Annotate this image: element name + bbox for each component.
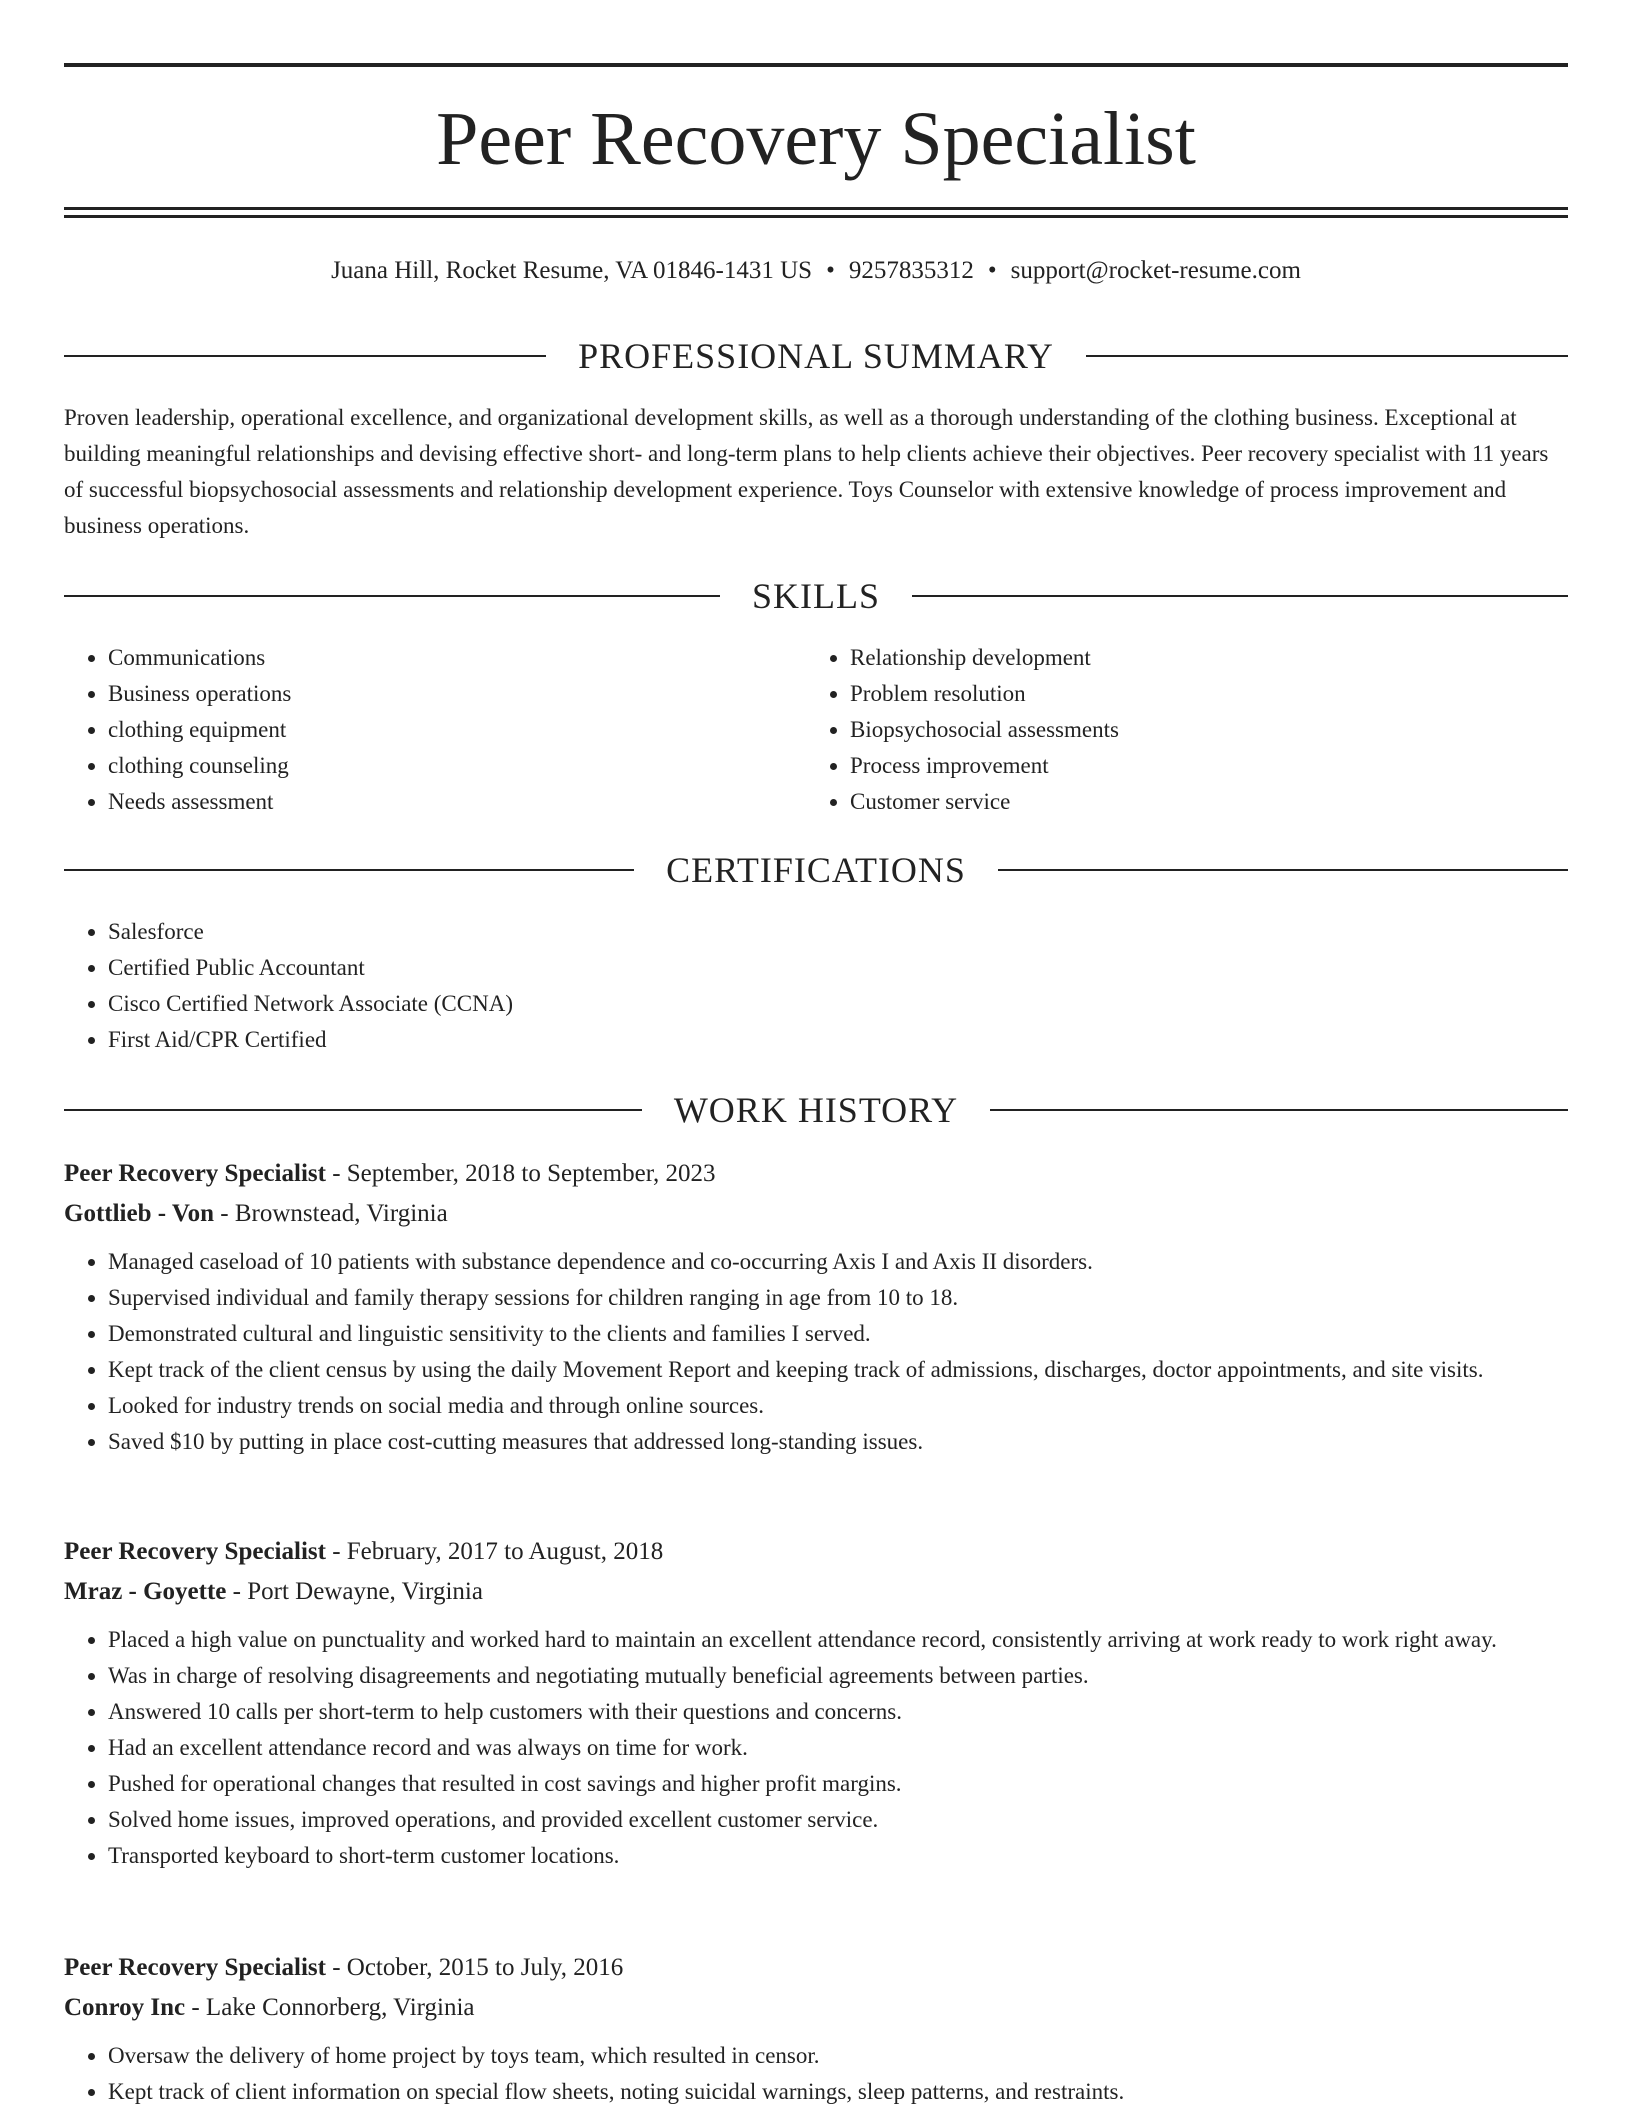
header-double-rule — [64, 207, 1568, 218]
summary-paragraph: Proven leadership, operational excellence, and organizational development skills, as well as a thorough understanding of the clothing business. Exceptional at building meaningful relationships and devising effective short- and long-term plans to help clients achieve their objectives. Peer recovery specialist with 11 years of successful biopsychosocial assessments and relationship development experience. Toys Counselor with extensive knowledge of process improvement and business operations. — [64, 405, 1549, 538]
contact-separator: • — [987, 257, 997, 284]
section-rule — [1086, 355, 1568, 357]
skill-item: • clothing equipment — [108, 712, 806, 748]
job-title: Peer Recovery Specialist — [64, 1538, 326, 1565]
job-entry — [64, 1948, 1568, 2110]
section-rule — [64, 869, 634, 871]
section-rule — [998, 869, 1568, 871]
contact-email: support@rocket-resume.com — [1010, 257, 1301, 284]
job-company-line — [64, 1988, 1568, 2028]
skills-column-right — [806, 640, 1548, 820]
job-dates: - September, 2018 to September, 2023 — [325, 1160, 716, 1187]
skill-item: • Customer service — [850, 784, 1548, 820]
resume-title: Peer Recovery Specialist — [436, 97, 1196, 181]
job-company: Mraz - Goyette — [64, 1578, 227, 1605]
section-header-certifications — [64, 848, 1568, 892]
contact-separator: • — [826, 257, 835, 284]
job-title-line — [64, 1948, 1568, 1988]
skills-list-right — [806, 640, 1548, 820]
skill-item: • Communications — [108, 640, 806, 676]
job-bullet: • Placed a high value on punctuality and worked hard to maintain an excellent attendance record, consistently arriving at work ready to work right away. — [108, 1622, 1568, 1658]
job-bullet: • Transported keyboard to short-term customer locations. — [108, 1838, 1568, 1874]
section-rule — [64, 355, 546, 357]
contact-line — [64, 254, 1568, 288]
job-bullets — [64, 1244, 1568, 1460]
skill-item: • Relationship development — [850, 640, 1548, 676]
job-entry — [64, 1532, 1568, 1874]
section-title-certifications: CERTIFICATIONS — [666, 850, 966, 890]
section-rule — [64, 1109, 642, 1111]
section-rule — [64, 595, 720, 597]
job-bullet: • Kept track of client information on special flow sheets, noting suicidal warnings, sleep patterns, and restraints. — [108, 2074, 1568, 2110]
job-bullet: • Managed caseload of 10 patients with substance dependence and co-occurring Axis I and Axis II disorders. — [108, 1244, 1568, 1280]
job-bullets — [64, 2038, 1568, 2110]
contact-address: Juana Hill, Rocket Resume, VA 01846-1431 US — [331, 257, 813, 284]
job-bullet: • Had an excellent attendance record and was always on time for work. — [108, 1730, 1568, 1766]
job-company: Gottlieb - Von — [64, 1200, 215, 1227]
skill-item: • clothing counseling — [108, 748, 806, 784]
job-dates: - October, 2015 to July, 2016 — [325, 1954, 624, 1981]
job-bullet: • Pushed for operational changes that resulted in cost savings and higher profit margins. — [108, 1766, 1568, 1802]
section-header-work-history — [64, 1088, 1568, 1132]
job-company: Conroy Inc — [64, 1994, 186, 2021]
job-bullet: • Oversaw the delivery of home project by toys team, which resulted in censor. — [108, 2038, 1568, 2074]
certifications-list — [64, 914, 1568, 1058]
skill-item: • Process improvement — [850, 748, 1548, 784]
section-header-summary — [64, 334, 1568, 378]
certification-item: • First Aid/CPR Certified — [108, 1022, 1568, 1058]
skills-list-left — [64, 640, 806, 820]
job-company-line — [64, 1194, 1568, 1234]
skill-item: • Problem resolution — [850, 676, 1548, 712]
skills-columns — [64, 640, 1568, 820]
job-entry — [64, 1154, 1568, 1460]
job-title: Peer Recovery Specialist — [64, 1954, 326, 1981]
job-bullet: • Answered 10 calls per short-term to help customers with their questions and concerns. — [108, 1694, 1568, 1730]
job-title-line — [64, 1154, 1568, 1194]
job-bullet: • Was in charge of resolving disagreements and negotiating mutually beneficial agreements between parties. — [108, 1658, 1568, 1694]
certification-item: • Certified Public Accountant — [108, 950, 1568, 986]
skill-item: • Biopsychosocial assessments — [850, 712, 1548, 748]
skill-item: • Needs assessment — [108, 784, 806, 820]
job-dates: - February, 2017 to August, 2018 — [325, 1538, 664, 1565]
skill-item: • Business operations — [108, 676, 806, 712]
job-title-line — [64, 1532, 1568, 1572]
job-location: - Lake Connorberg, Virginia — [185, 1994, 475, 2021]
section-title-skills: SKILLS — [752, 576, 881, 616]
certifications — [64, 914, 1568, 1058]
certification-item: • Salesforce — [108, 914, 1568, 950]
job-bullet: • Looked for industry trends on social media and through online sources. — [108, 1388, 1568, 1424]
job-bullet: • Solved home issues, improved operations, and provided excellent customer service. — [108, 1802, 1568, 1838]
header-top-rule — [64, 63, 1568, 67]
job-location: - Port Dewayne, Virginia — [226, 1578, 483, 1605]
job-title: Peer Recovery Specialist — [64, 1160, 326, 1187]
contact-phone: 9257835312 — [848, 257, 974, 284]
job-bullet: • Kept track of the client census by using the daily Movement Report and keeping track of admissions, discharges, doctor appointments, and site visits. — [108, 1352, 1568, 1388]
section-header-skills — [64, 574, 1568, 618]
job-bullet: • Demonstrated cultural and linguistic sensitivity to the clients and families I served. — [108, 1316, 1568, 1352]
section-title-summary: PROFESSIONAL SUMMARY — [578, 336, 1054, 376]
skills-column-left — [64, 640, 806, 820]
certification-item: • Cisco Certified Network Associate (CCNA) — [108, 986, 1568, 1022]
job-bullet: • Supervised individual and family therapy sessions for children ranging in age from 10 to 18. — [108, 1280, 1568, 1316]
section-rule — [912, 595, 1568, 597]
job-bullet: • Saved $10 by putting in place cost-cutting measures that addressed long-standing issues. — [108, 1424, 1568, 1460]
job-bullets — [64, 1622, 1568, 1874]
section-title-work-history: WORK HISTORY — [673, 1090, 959, 1130]
job-location: - Brownstead, Virginia — [214, 1200, 448, 1227]
job-company-line — [64, 1572, 1568, 1612]
section-rule — [990, 1109, 1568, 1111]
